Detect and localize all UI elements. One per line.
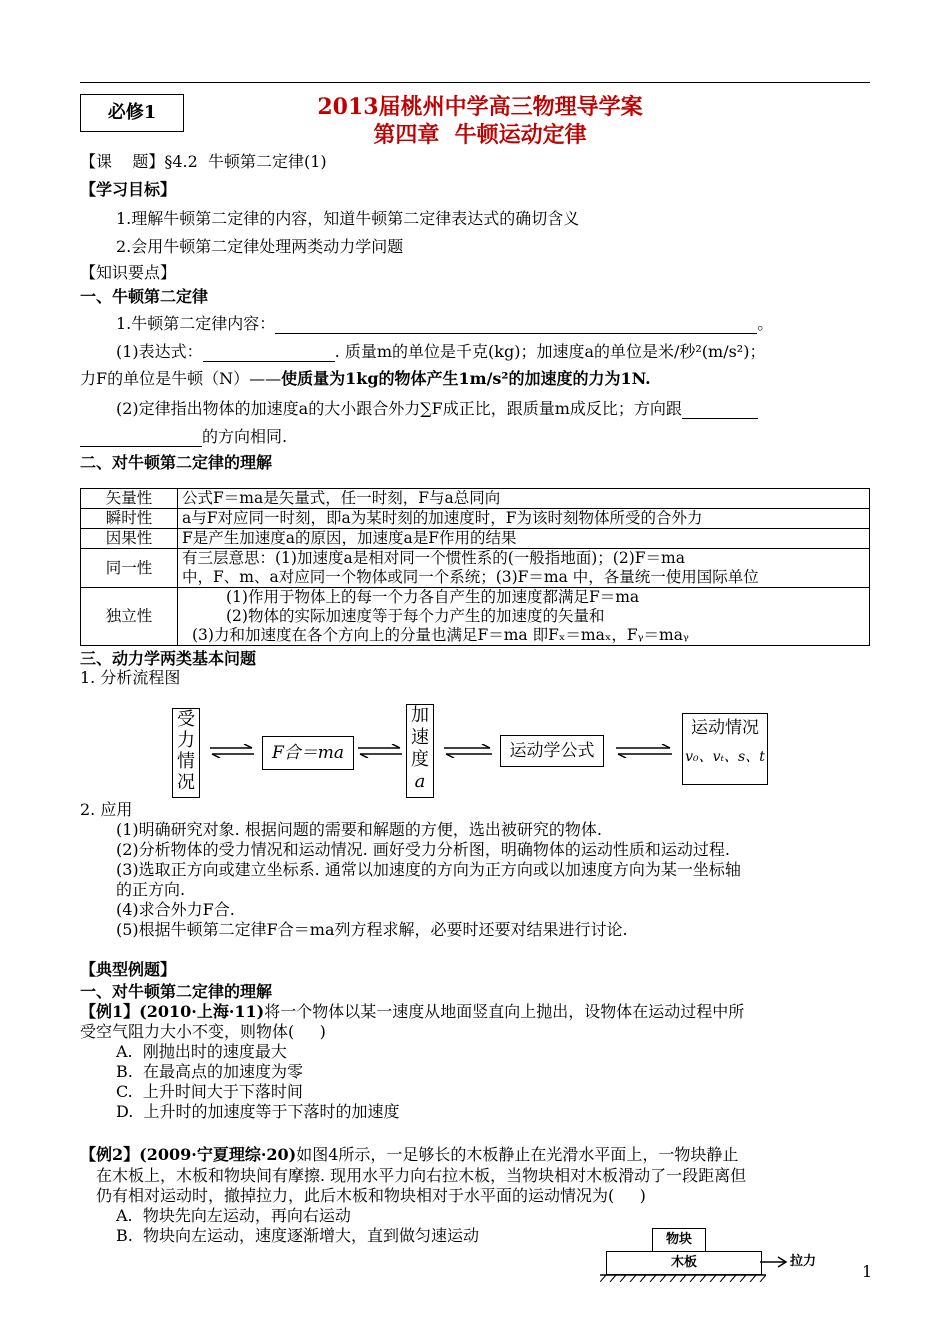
knowledge-label: 【知识要点】 bbox=[80, 263, 177, 282]
direction-text: (2)定律指出物体的加速度a的大小跟合外力∑F成正比，跟质量m成反比；方向跟 bbox=[116, 399, 682, 418]
flow-box-acceleration: 加 速 度 a bbox=[406, 704, 434, 798]
example2-option-b[interactable]: B. 物块向左运动，速度逐渐增大，直到做匀速运动 bbox=[116, 1226, 480, 1245]
example2-source: (2009·宁夏理综·20) bbox=[139, 1145, 297, 1164]
apply-step-5: (5)根据牛顿第二定律F合＝ma列方程求解，必要时还要对结果进行讨论. bbox=[116, 920, 628, 939]
topic-label: 【课 题】 bbox=[80, 152, 165, 171]
double-arrow-icon bbox=[442, 744, 494, 758]
law-content-line bbox=[116, 314, 773, 334]
row-value: 有三层意思：(1)加速度a是相对同一个惯性系的(一般指地面)；(2)F＝ma 中，F、m、a对应同一个物体或同一个系统；(3)F＝ma 中，各量统一使用国际单位 bbox=[178, 549, 870, 588]
example1-option-a[interactable]: A. 刚抛出时的速度最大 bbox=[116, 1042, 287, 1061]
examples-subheading: 一、对牛顿第二定律的理解 bbox=[80, 982, 273, 1001]
table-row bbox=[81, 549, 870, 588]
goals-label: 【学习目标】 bbox=[80, 180, 177, 199]
example1-line1 bbox=[80, 1002, 744, 1022]
example1-option-c[interactable]: C. 上升时间大于下落时间 bbox=[116, 1082, 303, 1101]
newton-unit-label: 力F的单位是牛顿（N）—— bbox=[80, 369, 282, 388]
expression-line bbox=[116, 342, 765, 362]
flow-box-force: 受 力 情 况 bbox=[172, 708, 200, 798]
topic-text: §4.2 牛顿第二定律(1) bbox=[164, 152, 327, 171]
row-key: 同一性 bbox=[81, 549, 178, 588]
row-value: (1)作用于物体上的每一个力各自产生的加速度都满足F＝ma (2)物体的实际加速度等于每个力产生的加速度的矢量和 (3)力和加速度在各个方向上的分量也满足F＝ma 即Fₓ＝maₓ，Fᵧ＝maᵧ bbox=[178, 588, 870, 646]
example2-stem: 如图4所示，一足够长的木板静止在光滑水平面上，一物块静止 bbox=[296, 1145, 739, 1164]
double-arrow-icon bbox=[356, 744, 404, 758]
example2-line3: 仍有相对运动时，撤掉拉力，此后木板和物块相对于水平面的运动情况为( ) bbox=[96, 1186, 646, 1205]
direction-line-2 bbox=[80, 427, 287, 447]
table-row bbox=[81, 509, 870, 529]
ground-hatch bbox=[600, 1274, 766, 1282]
law-content-blank[interactable] bbox=[275, 315, 757, 334]
direction-line bbox=[116, 399, 758, 419]
apply-step-3-cont: 的正方向. bbox=[116, 880, 186, 899]
board: 木板 bbox=[606, 1251, 762, 1275]
apply-step-3: (3)选取正方向或建立坐标系. 通常以加速度的方向为正方向或以加速度方向为某一坐标轴 bbox=[116, 860, 741, 879]
apply-step-1: (1)明确研究对象. 根据问题的需要和解题的方便，选出被研究的物体. bbox=[116, 820, 602, 839]
example2-option-a[interactable]: A. 物块先向左运动，再向右运动 bbox=[116, 1206, 351, 1225]
properties-table bbox=[80, 488, 870, 646]
goal-1: 1.理解牛顿第二定律的内容，知道牛顿第二定律表达式的确切含义 bbox=[116, 209, 580, 228]
example1-option-d[interactable]: D. 上升时的加速度等于下落时的加速度 bbox=[116, 1102, 400, 1121]
example1-tag: 【例1】 bbox=[80, 1002, 140, 1021]
section3-heading: 三、动力学两类基本问题 bbox=[80, 649, 257, 668]
examples-label: 【典型例题】 bbox=[80, 960, 177, 979]
block-board-figure bbox=[596, 1226, 836, 1286]
apply-step-2: (2)分析物体的受力情况和运动情况. 画好受力分析图，明确物体的运动性质和运动过程. bbox=[116, 840, 730, 859]
example2-line1 bbox=[80, 1145, 738, 1165]
block: 物块 bbox=[652, 1228, 706, 1252]
example2-line2: 在木板上，木板和物块间有摩擦. 现用水平力向右拉木板，当物块相对木板滑动了一段距离但 bbox=[96, 1166, 747, 1185]
row-key: 因果性 bbox=[81, 529, 178, 549]
expression-label: (1)表达式： bbox=[116, 342, 203, 361]
module-tag: 必修1 bbox=[80, 94, 184, 132]
law-content-end: 。 bbox=[757, 314, 774, 333]
flow-box-formula: F合＝ma bbox=[262, 736, 354, 770]
flow-label: 1. 分析流程图 bbox=[80, 668, 181, 687]
example1-line2: 受空气阻力大小不变，则物体( ) bbox=[80, 1022, 326, 1041]
apply-label: 2. 应用 bbox=[80, 800, 133, 819]
law-content-label: 1.牛顿第二定律内容： bbox=[116, 314, 276, 333]
example2-tag: 【例2】 bbox=[80, 1145, 140, 1164]
newton-unit-definition: 使质量为1kg的物体产生1m/s²的加速度的力为1N. bbox=[281, 369, 651, 388]
row-key: 瞬时性 bbox=[81, 509, 178, 529]
doc-title: 2013届桃州中学高三物理导学案 bbox=[317, 94, 643, 120]
top-rule bbox=[80, 82, 870, 83]
example1-option-b[interactable]: B. 在最高点的加速度为零 bbox=[116, 1062, 304, 1081]
goal-2: 2.会用牛顿第二定律处理两类动力学问题 bbox=[116, 237, 404, 256]
chapter-title: 第四章 牛顿运动定律 bbox=[373, 122, 587, 148]
direction-blank-1[interactable] bbox=[682, 400, 758, 419]
section2-heading: 二、对牛顿第二定律的理解 bbox=[80, 453, 273, 472]
table-row bbox=[81, 529, 870, 549]
flow-box-motion: 运动情况 v₀、vₜ、s、t bbox=[682, 713, 768, 785]
expression-units: . 质量m的单位是千克(kg)；加速度a的单位是米/秒²(m/s²)； bbox=[334, 342, 766, 361]
force-label: 拉力 bbox=[790, 1254, 817, 1269]
direction-end: 的方向相同. bbox=[202, 427, 288, 446]
row-value: 公式F＝ma是矢量式，任一时刻，F与a总同向 bbox=[178, 489, 870, 509]
double-arrow-icon bbox=[208, 744, 256, 758]
section1-heading: 一、牛顿第二定律 bbox=[80, 287, 209, 306]
flow-box-kinematics: 运动学公式 bbox=[500, 735, 604, 767]
row-key: 独立性 bbox=[81, 588, 178, 646]
row-value: F是产生加速度a的原因，加速度a是F作用的结果 bbox=[178, 529, 870, 549]
direction-blank-2[interactable] bbox=[80, 428, 202, 447]
expression-blank[interactable] bbox=[203, 343, 335, 362]
example1-source: (2010·上海·11) bbox=[139, 1002, 265, 1021]
table-row bbox=[81, 588, 870, 646]
topic-line bbox=[80, 152, 327, 172]
newton-unit-line bbox=[80, 369, 651, 389]
row-key: 矢量性 bbox=[81, 489, 178, 509]
table-row bbox=[81, 489, 870, 509]
row-value: a与F对应同一时刻，即a为某时刻的加速度时，F为该时刻物体所受的合外力 bbox=[178, 509, 870, 529]
force-arrow-icon bbox=[760, 1256, 788, 1268]
example1-stem: 将一个物体以某一速度从地面竖直向上抛出，设物体在运动过程中所 bbox=[264, 1002, 745, 1021]
apply-step-4: (4)求合外力F合. bbox=[116, 900, 235, 919]
page-number: 1 bbox=[862, 1262, 873, 1281]
double-arrow-icon bbox=[614, 744, 674, 758]
